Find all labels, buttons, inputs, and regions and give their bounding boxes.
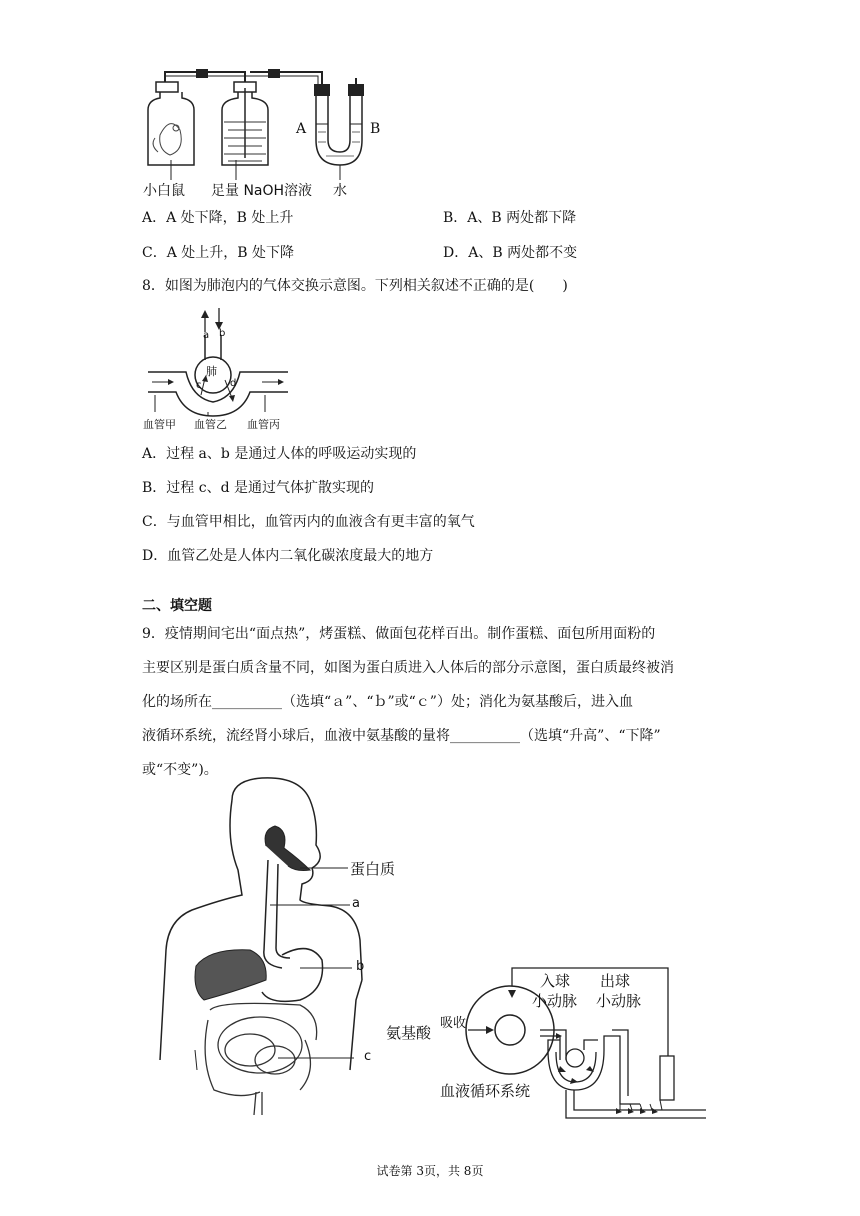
q7-option-d[interactable]: D．A、B 两处都不变	[443, 245, 578, 261]
q9-line-1: 9．疫情期间宅出“面点热”，烤蛋糕、做面包花样百出。制作蛋糕、面包所用面粉的	[142, 626, 656, 642]
q8-option-c[interactable]: C．与血管甲相比，血管丙内的血液含有更丰富的氧气	[142, 514, 475, 530]
q7-option-b[interactable]: B．A、B 两处都下降	[443, 210, 577, 226]
label-d-arrow: d	[230, 378, 237, 389]
q8-stem: 8．如图为肺泡内的气体交换示意图。下列相关叙述不正确的是( )	[142, 278, 568, 294]
q7-option-a[interactable]: A．A 处下降，B 处上升	[142, 210, 294, 226]
label-c: c	[364, 1049, 372, 1064]
label-vessel-2: 血管乙	[194, 418, 227, 431]
label-B: B	[370, 121, 381, 137]
q9-line-2: 主要区别是蛋白质含量不同，如图为蛋白质进入人体后的部分示意图，蛋白质最终被消	[142, 660, 674, 676]
label-circulation: 血液循环系统	[440, 1082, 531, 1100]
label-a: a	[352, 896, 360, 911]
q8-option-a[interactable]: A．过程 a、b 是通过人体的呼吸运动实现的	[142, 446, 417, 462]
label-c-arrow: c	[196, 380, 202, 391]
q9-line-4: 液循环系统，流经肾小球后，血液中氨基酸的量将__________（选填“升高”、“下降”	[142, 728, 661, 744]
label-out-artery-2: 小动脉	[596, 992, 642, 1010]
label-in-artery-1: 入球	[540, 972, 571, 990]
label-A: A	[296, 121, 307, 137]
page-footer: 试卷第 3页，共 8页	[376, 1164, 484, 1178]
label-vessel-1: 血管甲	[143, 418, 176, 431]
q8-option-b[interactable]: B．过程 c、d 是通过气体扩散实现的	[142, 480, 374, 496]
label-vessel-3: 血管丙	[247, 418, 280, 431]
label-a-arrow: a	[203, 330, 210, 341]
q8-option-d[interactable]: D．血管乙处是人体内二氧化碳浓度最大的地方	[142, 548, 434, 564]
q9-line-5: 或“不变”)。	[142, 762, 218, 778]
label-b: b	[356, 959, 365, 974]
label-out-artery-1: 出球	[600, 972, 631, 990]
label-absorb: 吸收	[440, 1016, 467, 1031]
label-amino-acid: 氨基酸	[386, 1024, 432, 1042]
q9-line-3: 化的场所在__________（选填“ａ”、“ｂ”或“ｃ”）处；消化为氨基酸后，进入血	[142, 694, 633, 710]
label-mouse: 小白鼠	[143, 183, 185, 199]
label-in-artery-2: 小动脉	[532, 992, 578, 1010]
label-naoh: 足量 NaOH溶液	[211, 183, 313, 199]
label-b-arrow: b	[219, 328, 226, 339]
section-title: 二、填空题	[142, 598, 212, 614]
label-water: 水	[333, 183, 347, 199]
label-lung: 肺	[206, 365, 217, 378]
label-protein: 蛋白质	[350, 860, 396, 878]
q7-option-c[interactable]: C．A 处上升，B 处下降	[142, 245, 295, 261]
